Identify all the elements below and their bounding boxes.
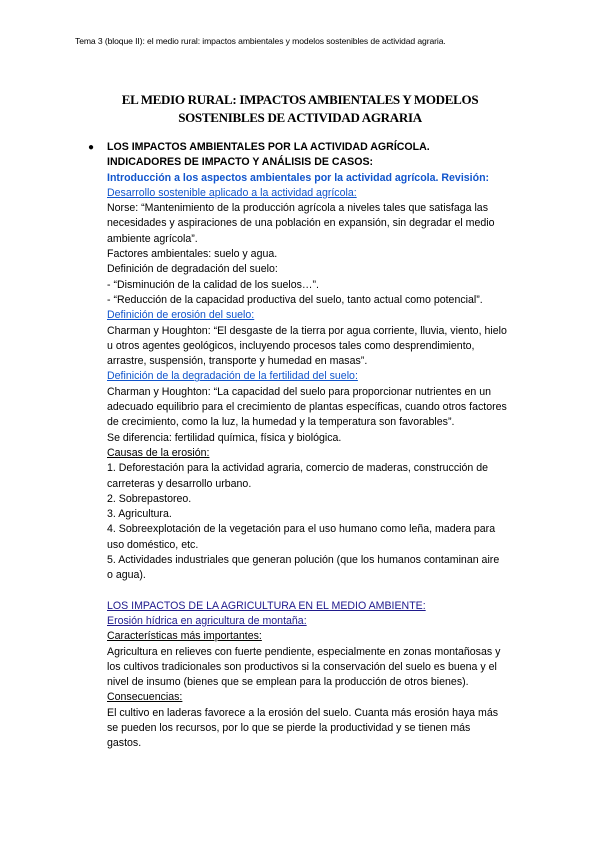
text-line: arrastre, suspensión, transporte y humedad en masas”. xyxy=(107,355,368,368)
list-item: 4. Sobreexplotación de la vegetación para el uso humano como leña, madera para xyxy=(107,523,496,536)
document-title-line-1: EL MEDIO RURAL: IMPACTOS AMBIENTALES Y MODELOS xyxy=(121,92,479,107)
text-line: Se diferencia: fertilidad química, física y biológica. xyxy=(107,431,342,444)
section-heading: LOS IMPACTOS AMBIENTALES POR LA ACTIVIDAD AGRÍCOLA. xyxy=(107,141,430,153)
text-line: - “Disminución de la calidad de los suelos…”. xyxy=(107,278,319,291)
subsection-heading: Introducción a los aspectos ambientales por la actividad agrícola. Revisión: xyxy=(107,171,490,184)
text-line: carreteras y desarrollo urbano. xyxy=(107,477,252,490)
list-item: 1. Deforestación para la actividad agraria, comercio de maderas, construcción de xyxy=(107,462,488,475)
text-line: Definición de degradación del suelo: xyxy=(107,263,278,276)
subheading-link: Definición de erosión del suelo: xyxy=(107,309,255,322)
text-line: Agricultura en relieves con fuerte pendiente, especialmente en zonas montañosas y xyxy=(107,645,501,658)
text-line: u otros agentes geológicos, incluyendo procesos tales como desprendimiento, xyxy=(107,339,475,352)
text-line: se pueden los recursos, por lo que se pierde la productividad y se tienen más xyxy=(107,721,471,734)
text-line: - “Reducción de la capacidad productiva del suelo, tanto actual como potencial”. xyxy=(107,293,483,306)
text-line: gastos. xyxy=(107,737,142,750)
text-line: Norse: “Mantenimiento de la producción agrícola a niveles tales que satisfaga las xyxy=(107,202,488,215)
spacer xyxy=(107,584,527,599)
subheading-link: Desarrollo sostenible aplicado a la actividad agrícola: xyxy=(107,186,357,199)
text-line: Charman y Houghton: “La capacidad del suelo para proporcionar nutrientes en un xyxy=(107,385,491,398)
text-line: necesidades y aspiraciones de una población en expansión, sin degradar el medio xyxy=(107,217,495,230)
text-line: o agua). xyxy=(107,569,146,582)
text-line: ambiente agrícola”. xyxy=(107,232,198,245)
section-heading-link: LOS IMPACTOS DE LA AGRICULTURA EN EL MEDIO AMBIENTE: xyxy=(107,599,426,612)
text-line: de crecimiento, como la luz, la humedad y la temperatura son favorables”. xyxy=(107,416,455,429)
text-line: los cultivos tradicionales son productivos si la conservación del suelo es buena y el xyxy=(107,660,497,673)
text-line: El cultivo en laderas favorece a la erosión del suelo. Cuanta más erosión haya más xyxy=(107,706,499,719)
document-title-line-2: SOSTENIBLES DE ACTIVIDAD AGRARIA xyxy=(178,110,422,125)
list-item: 5. Actividades industriales que generan polución (que los humanos contaminan aire xyxy=(107,554,500,567)
list-item: 3. Agricultura. xyxy=(107,508,172,521)
bullet-icon: ● xyxy=(88,142,95,153)
section-heading: INDICADORES DE IMPACTO Y ANÁLISIS DE CASOS: xyxy=(107,156,374,169)
text-line: Charman y Houghton: “El desgaste de la tierra por agua corriente, lluvia, viento, hielo xyxy=(107,324,507,337)
subheading-link: Definición de la degradación de la fertilidad del suelo: xyxy=(107,370,358,383)
underlined-subheading: Características más importantes: xyxy=(107,630,262,643)
underlined-subheading: Causas de la erosión: xyxy=(107,446,210,459)
document-body xyxy=(107,140,527,752)
list-item: 2. Sobrepastoreo. xyxy=(107,492,192,505)
text-line: Factores ambientales: suelo y agua. xyxy=(107,248,278,261)
underlined-subheading: Consecuencias: xyxy=(107,691,183,704)
text-line: uso doméstico, etc. xyxy=(107,538,199,551)
text-line: adecuado equilibrio para el crecimiento de plantas específicas, cuando otros factores xyxy=(107,401,507,414)
page-header: Tema 3 (bloque II): el medio rural: impactos ambientales y modelos sostenibles de actividad agraria. xyxy=(75,36,446,46)
text-line: nivel de insumo (bienes que se emplean para la producción de otros bienes). xyxy=(107,676,469,689)
subheading-link: Erosión hídrica en agricultura de montaña: xyxy=(107,614,307,627)
